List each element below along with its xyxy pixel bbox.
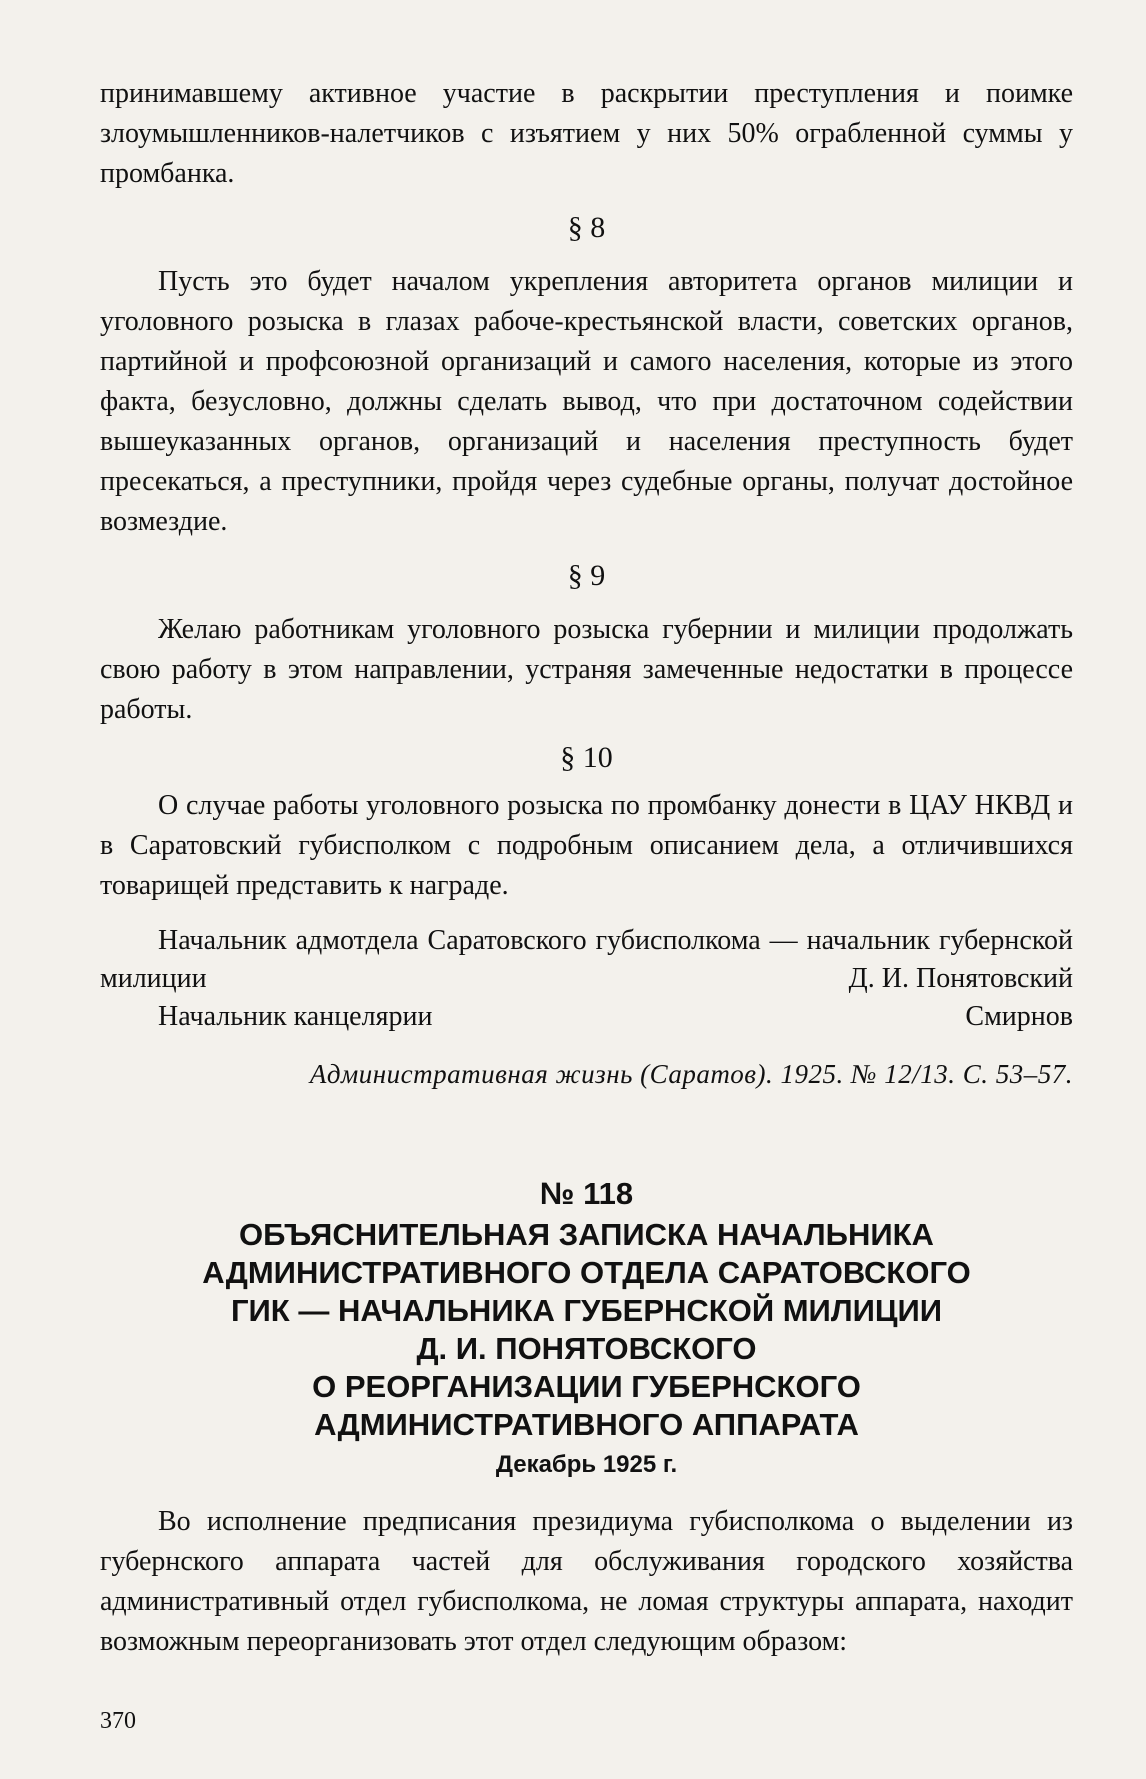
document-date: Декабрь 1925 г. xyxy=(495,1451,678,1478)
document-title-line: ОБЪЯСНИТЕЛЬНАЯ ЗАПИСКА НАЧАЛЬНИКА xyxy=(239,1217,934,1252)
section-mark-10: § 10 xyxy=(560,741,613,774)
source-citation: Административная жизнь (Саратов). 1925. № 12/13. С. 53–57. xyxy=(309,1059,1073,1089)
section-mark-9: § 9 xyxy=(567,559,606,592)
document-title-line: ГИК — НАЧАЛЬНИКА ГУБЕРНСКОЙ МИЛИЦИИ xyxy=(230,1293,943,1328)
section-9-text: Желаю работникам уголовного розыска губернии и милиции продолжать свою работу в этом направлении, устраняя замеченные недостатки в процессе работы. xyxy=(100,614,1073,725)
section-10-text: О случае работы уголовного розыска по промбанку донести в ЦАУ НКВД и в Саратовский губисполком с подробным описанием дела, а отличившихся товарищей представить к награде. xyxy=(100,790,1073,901)
page-number: 370 xyxy=(100,1708,136,1734)
signature-first-name: Д. И. Понятовский xyxy=(848,963,1073,994)
intro-paragraph: принимавшему активное участие в раскрытии преступления и поимке злоумышленников-налетчиков с изъятием у них 50% ограбленной суммы у промбанка. xyxy=(100,78,1073,189)
page-content xyxy=(100,74,1073,1662)
document-title-line: АДМИНИСТРАТИВНОГО АППАРАТА xyxy=(314,1407,859,1442)
signature-first-title: Начальник адмотдела Саратовского губисполкома — начальник губернской милиции xyxy=(100,925,1073,994)
document-title-line: О РЕОРГАНИЗАЦИИ ГУБЕРНСКОГО xyxy=(312,1369,861,1404)
document-title xyxy=(100,1216,1073,1444)
signature-second-title: Начальник канцелярии xyxy=(158,1001,433,1032)
document-body: Во исполнение предписания президиума губисполкома о выделении из губернского аппарата частей для обслуживания городского хозяйства административный отдел губисполкома, не ломая структуры аппарата, находит возможным переорганизовать этот отдел следующим образом: xyxy=(100,1506,1073,1657)
section-8-text: Пусть это будет началом укрепления авторитета органов милиции и уголовного розыска в глазах рабоче-крестьянской власти, советских органов, партийной и профсоюзной организаций и самого населения, которые из этого факта, безусловно, должны сделать вывод, что при достаточном содействии вышеуказанных органов, организаций и населения преступность будет пресекаться, а преступники, пройдя через судебные органы, получат достойное возмездие. xyxy=(100,266,1073,537)
signature-second-row xyxy=(100,998,1073,1036)
document-title-line: АДМИНИСТРАТИВНОГО ОТДЕЛА САРАТОВСКОГО xyxy=(202,1255,971,1290)
document-number: № 118 xyxy=(539,1176,634,1211)
section-mark-8: § 8 xyxy=(567,211,606,244)
signature-second-name: Смирнов xyxy=(965,1001,1073,1032)
signatures-block xyxy=(100,922,1073,1036)
document-title-line: Д. И. ПОНЯТОВСКОГО xyxy=(416,1331,757,1366)
